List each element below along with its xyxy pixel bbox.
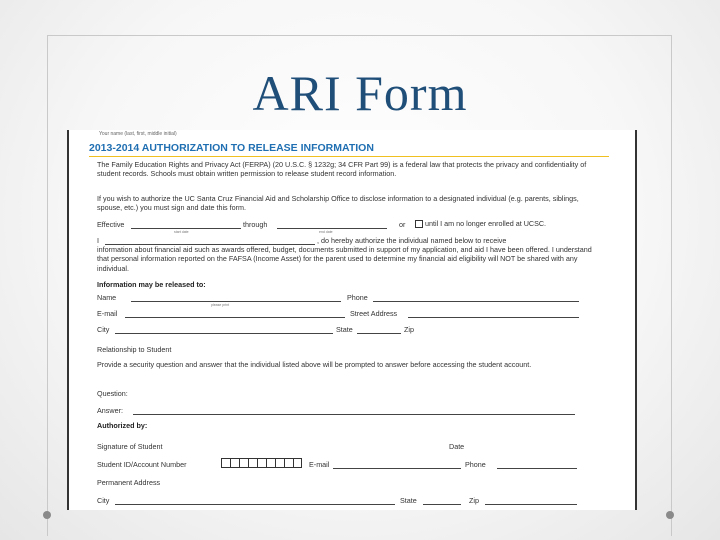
student-state-line[interactable] [423, 504, 461, 505]
name-label: Name [97, 293, 117, 302]
through-label: through [243, 220, 268, 229]
zip-label: Zip [404, 325, 414, 334]
student-email-label: E-mail [309, 460, 330, 469]
please-print-note: please print [211, 303, 230, 307]
until-checkbox-row [413, 219, 546, 228]
answer-line[interactable] [133, 414, 575, 415]
consent-start: I [97, 236, 99, 245]
email-label: E-mail [97, 309, 118, 318]
form-header: 2013-2014 AUTHORIZATION TO RELEASE INFORMATION [89, 142, 374, 154]
student-zip-line[interactable] [485, 504, 577, 505]
city-label: City [97, 325, 110, 334]
ferpa-intro: The Family Education Rights and Privacy Act (FERPA) (20 U.S.C. § 1232g; 34 CFR Part 99) is a federal law that protects the privacy and confidentiality of student records. Schools must obtain written permission to release student record information. [97, 160, 587, 179]
consent-mid: , do hereby authorize the individual named below to receive [317, 236, 507, 245]
start-date-note: start date [174, 230, 189, 234]
student-phone-line[interactable] [497, 468, 577, 469]
authorize-text: If you wish to authorize the UC Santa Cruz Financial Aid and Scholarship Office to disclose information to a designated individual (e.g. parents, siblings, spouse, etc.) you must sign and date this form. [97, 194, 579, 213]
start-date-line [131, 228, 241, 229]
consent-body: information about financial aid such as awards offered, budget, documents submitted in support of my application, and aid I have been offered. I understand that personal information reported on the FAFSA (Income Asset) for the parent used to determine my financial aid eligibility will NOT be shared with any individual. [97, 245, 592, 273]
header-rule [89, 156, 609, 157]
relationship-label: Relationship to Student [97, 345, 172, 354]
until-checkbox[interactable] [415, 220, 423, 228]
effective-label: Effective [97, 220, 125, 229]
street-line[interactable] [408, 317, 579, 318]
student-city-label: City [97, 496, 110, 505]
student-state-label: State [400, 496, 417, 505]
ari-form-image [67, 130, 637, 510]
or-label: or [399, 220, 406, 229]
phone-label: Phone [347, 293, 368, 302]
corner-dot-left [43, 511, 51, 519]
student-id-label: Student ID/Account Number [97, 460, 187, 469]
state-label: State [336, 325, 353, 334]
state-line[interactable] [357, 333, 401, 334]
security-text: Provide a security question and answer that the individual listed above will be prompted to answer before accessing the student account. [97, 360, 532, 369]
student-id-boxes[interactable] [221, 458, 302, 468]
student-phone-label: Phone [465, 460, 486, 469]
signature-label: Signature of Student [97, 442, 163, 451]
slide-title: ARI Form [252, 65, 468, 121]
student-zip-label: Zip [469, 496, 479, 505]
end-date-note: end date [319, 230, 333, 234]
permanent-address-label: Permanent Address [97, 478, 161, 487]
email-line[interactable] [125, 317, 345, 318]
authorized-heading: Authorized by: [97, 421, 148, 430]
date-label: Date [449, 442, 465, 451]
question-label: Question: [97, 389, 128, 398]
form-top-note: Your name (last, first, middle initial) [99, 131, 177, 137]
street-label: Street Address [350, 309, 398, 318]
name-line[interactable] [131, 301, 341, 302]
phone-line[interactable] [373, 301, 579, 302]
city-line[interactable] [115, 333, 333, 334]
corner-dot-right [666, 511, 674, 519]
end-date-line [277, 228, 387, 229]
student-email-line[interactable] [333, 468, 461, 469]
student-city-line[interactable] [115, 504, 395, 505]
answer-label: Answer: [97, 406, 123, 415]
until-label: until I am no longer enrolled at UCSC. [425, 219, 547, 228]
release-heading: Information may be released to: [97, 280, 206, 289]
